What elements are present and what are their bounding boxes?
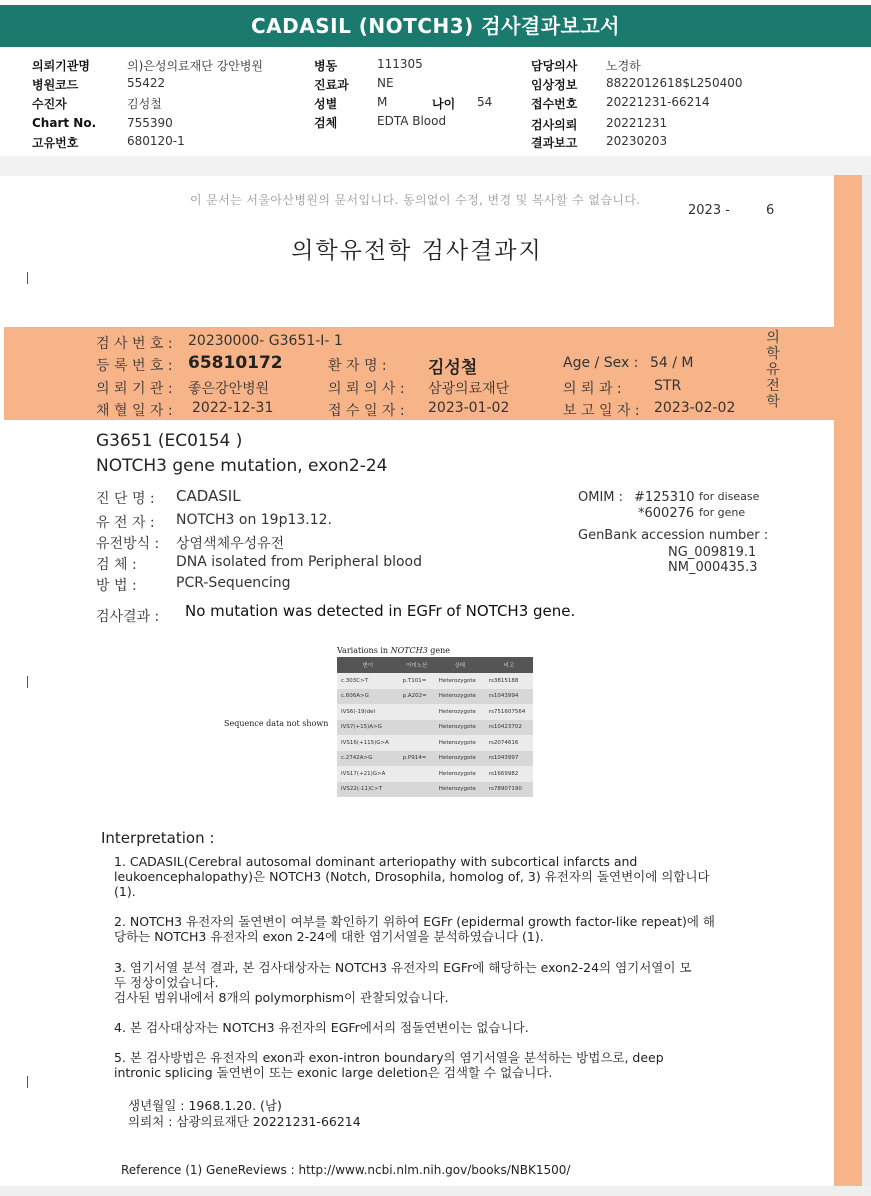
doc-month: 6: [766, 203, 775, 218]
header-value: 755390: [127, 116, 173, 130]
institution-value: 좋은강안병원: [188, 381, 270, 397]
table-row: [337, 704, 533, 720]
method-label: 방 법 :: [96, 578, 137, 594]
gene-label: 유 전 자 :: [96, 515, 155, 531]
report-date-label: 보 고 일 자 :: [563, 403, 640, 419]
table-row: [337, 689, 533, 705]
table-cell: [399, 720, 435, 736]
inheritance-value: 상염색체우성유전: [176, 536, 285, 552]
header-label: 담당의사: [531, 59, 578, 73]
column-header: 변이: [337, 657, 399, 673]
header-label: 접수번호: [531, 97, 578, 111]
table-cell: rs1043994: [485, 689, 533, 705]
dept-label: 의 뢰 과 :: [563, 381, 622, 397]
table-cell: [399, 766, 435, 782]
header-label: 의뢰기관명: [32, 59, 90, 73]
header-value: 노경하: [606, 59, 641, 73]
table-cell: Heterozygote: [435, 751, 485, 767]
interpretation-item-2: 2. NOTCH3 유전자의 돌연변이 여부를 확인하기 위하여 EGFr (epidermal growth factor-like repeat)에 해 당하는 NOTCH3 유전자의 exon 2-24에 대한 염기서열을 분석하였습니다 (1).: [114, 914, 715, 944]
table-cell: IVS16(+115)G>A: [337, 735, 399, 751]
header-label: 성별: [314, 97, 338, 111]
table-header-row: [337, 657, 533, 673]
column-header: 비고: [485, 657, 533, 673]
patient-label: 환 자 명 :: [328, 358, 387, 374]
header-value: NE: [377, 76, 394, 90]
header-value: 20221231: [606, 116, 668, 130]
receive-date-label: 접 수 일 자 :: [328, 403, 405, 419]
omim-gene-note: for gene: [699, 506, 746, 519]
genbank-nm: NM_000435.3: [668, 560, 758, 575]
table-cell: Heterozygote: [435, 704, 485, 720]
report-title-bar: CADASIL (NOTCH3) 검사결과보고서: [0, 5, 871, 47]
birth-date: 생년월일 : 1968.1.20. (남): [128, 1098, 282, 1113]
margin-mark: [27, 272, 28, 284]
report-date-value: 2023-02-02: [654, 400, 736, 416]
reg-no-value: 65810172: [188, 353, 283, 373]
table-cell: [399, 735, 435, 751]
table-cell: Heterozygote: [435, 735, 485, 751]
copyright-notice: 이 문서는 서울아산병원의 문서입니다. 동의없이 수정, 변경 및 복사할 수 없습니다.: [190, 193, 641, 207]
table-cell: p.A202=: [399, 689, 435, 705]
doctor-value: 삼광의료재단: [428, 381, 510, 397]
header-value: 111305: [377, 57, 423, 71]
table-row: [337, 751, 533, 767]
omim-gene-id: *600276: [638, 506, 695, 521]
result-value: No mutation was detected in EGFr of NOTCH3 gene.: [185, 602, 576, 620]
table-cell: rs1669982: [485, 766, 533, 782]
header-label: 수진자: [32, 97, 67, 111]
header-value: 의)은성의료재단 강안병원: [127, 59, 264, 73]
header-value: 680120-1: [127, 134, 185, 148]
header-value: 54: [477, 95, 493, 109]
table-cell: IVS17(+21)G>A: [337, 766, 399, 782]
doctor-label: 의 뢰 의 사 :: [328, 381, 405, 397]
table-cell: [399, 782, 435, 798]
variations-table: [337, 657, 533, 797]
table-row: [337, 766, 533, 782]
header-label: 결과보고: [531, 136, 578, 150]
variations-caption: Variations in NOTCH3 gene: [337, 646, 450, 655]
table-row: [337, 673, 533, 689]
interpretation-item-4: 4. 본 검사대상자는 NOTCH3 유전자의 EGFr에서의 점돌연변이는 없습니다.: [114, 1020, 529, 1035]
variations-table-figure: [337, 645, 533, 797]
margin-mark: [27, 676, 28, 688]
page-edge: [862, 175, 871, 1186]
table-cell: p.P914=: [399, 751, 435, 767]
table-cell: c.303C>T: [337, 673, 399, 689]
table-cell: Heterozygote: [435, 689, 485, 705]
header-label: 병원코드: [32, 78, 79, 92]
header-label: 나이: [432, 97, 456, 111]
inheritance-label: 유전방식 :: [96, 536, 160, 552]
table-cell: rs10423702: [485, 720, 533, 736]
column-header: 아미노산: [399, 657, 435, 673]
table-cell: c.606A>G: [337, 689, 399, 705]
table-cell: Heterozygote: [435, 720, 485, 736]
interpretation-heading: Interpretation :: [101, 829, 215, 847]
gene-value: NOTCH3 on 19p13.12.: [176, 512, 333, 528]
reference: Reference (1) GeneReviews : http://www.ncbi.nlm.nih.gov/books/NBK1500/: [121, 1163, 571, 1177]
table-cell: IVS22(-11)C>T: [337, 782, 399, 798]
reg-no-label: 등 록 번 호 :: [96, 358, 173, 374]
side-vertical-label: 의 학 유 전 학: [766, 330, 780, 410]
table-row: [337, 782, 533, 798]
header-label: 병동: [314, 59, 338, 73]
header-label: 검사의뢰: [531, 118, 578, 132]
result-label: 검사결과 :: [96, 609, 160, 625]
header-label: 임상정보: [531, 78, 578, 92]
institution-label: 의 뢰 기 관 :: [96, 381, 173, 397]
collect-date-label: 채 혈 일 자 :: [96, 403, 173, 419]
genbank-label: GenBank accession number :: [578, 528, 769, 543]
test-code: G3651 (EC0154 ): [96, 431, 243, 451]
page-separator: [0, 156, 871, 176]
header-label: Chart No.: [32, 116, 97, 130]
table-row: [337, 720, 533, 736]
receive-date-value: 2023-01-02: [428, 400, 510, 416]
table-cell: Heterozygote: [435, 782, 485, 798]
header-label: 고유번호: [32, 136, 79, 150]
header-label: 진료과: [314, 78, 349, 92]
interpretation-item-5: 5. 본 검사방법은 유전자의 exon과 exon-intron boundary의 염기서열을 분석하는 방법으로, deep intronic splicing 돌연변이 또는 exonic large deletion은 검색할 수 없습니다.: [114, 1050, 664, 1080]
specimen-label: 검 체 :: [96, 557, 137, 573]
header-value: 김성철: [127, 97, 162, 111]
column-header: 상태: [435, 657, 485, 673]
test-name: NOTCH3 gene mutation, exon2-24: [96, 456, 388, 476]
table-row: [337, 735, 533, 751]
header-value: 20221231-66214: [606, 95, 710, 109]
table-cell: Heterozygote: [435, 673, 485, 689]
document-title: 의학유전학 검사결과지: [291, 238, 543, 264]
sequence-note: Sequence data not shown: [224, 719, 329, 728]
table-cell: rs1043997: [485, 751, 533, 767]
specimen-value: DNA isolated from Peripheral blood: [176, 554, 423, 570]
exam-no-label: 검 사 번 호 :: [96, 336, 173, 352]
header-value: 55422: [127, 76, 166, 90]
page-bottom-edge: [0, 1186, 871, 1196]
omim-disease-id: #125310: [634, 490, 695, 505]
exam-no-value: 20230000- G3651-I- 1: [188, 333, 343, 349]
table-cell: p.T101=: [399, 673, 435, 689]
diagnosis-value: CADASIL: [176, 487, 241, 505]
table-cell: IVS6(-19)del: [337, 704, 399, 720]
interpretation-item-1: 1. CADASIL(Cerebral autosomal dominant arteriopathy with subcortical infarcts and leukoencephalopathy)은 NOTCH3 (Notch, Drosophila, homolog of, 3) 유전자의 돌연변이에 의합니다 (1).: [114, 854, 710, 899]
table-cell: rs78907190: [485, 782, 533, 798]
collect-date-value: 2022-12-31: [192, 400, 274, 416]
genbank-ng: NG_009819.1: [668, 545, 757, 560]
header-label: 검체: [314, 116, 338, 130]
diagnosis-label: 진 단 명 :: [96, 491, 155, 507]
table-cell: c.2742A>G: [337, 751, 399, 767]
margin-mark: [27, 1076, 28, 1088]
table-cell: Heterozygote: [435, 766, 485, 782]
table-cell: IVS7(+15)A>G: [337, 720, 399, 736]
table-cell: rs3815188: [485, 673, 533, 689]
table-cell: rs2074616: [485, 735, 533, 751]
omim-label: OMIM :: [578, 490, 624, 505]
header-value: 8822012618$L250400: [606, 76, 743, 90]
table-cell: rs751607564: [485, 704, 533, 720]
side-stripe: [834, 175, 862, 1186]
referrer: 의뢰처 : 삼광의료재단 20221231-66214: [128, 1114, 361, 1129]
age-sex-label: Age / Sex :: [563, 355, 639, 371]
header-value: 20230203: [606, 134, 668, 148]
table-cell: [399, 704, 435, 720]
dept-value: STR: [654, 378, 682, 394]
omim-disease-note: for disease: [699, 490, 760, 503]
header-value: M: [377, 95, 388, 109]
header-value: EDTA Blood: [377, 114, 447, 128]
age-sex-value: 54 / M: [650, 355, 694, 371]
patient-value: 김성철: [428, 358, 478, 378]
method-value: PCR-Sequencing: [176, 575, 291, 591]
interpretation-item-3: 3. 염기서열 분석 결과, 본 검사대상자는 NOTCH3 유전자의 EGFr에 해당하는 exon2-24의 염기서열이 모 두 정상이었습니다. 검사된 범위내에서 8개의 polymorphism이 관찰되었습니다.: [114, 960, 692, 1005]
doc-year: 2023 -: [688, 203, 730, 218]
header-info-grid: [0, 54, 871, 154]
